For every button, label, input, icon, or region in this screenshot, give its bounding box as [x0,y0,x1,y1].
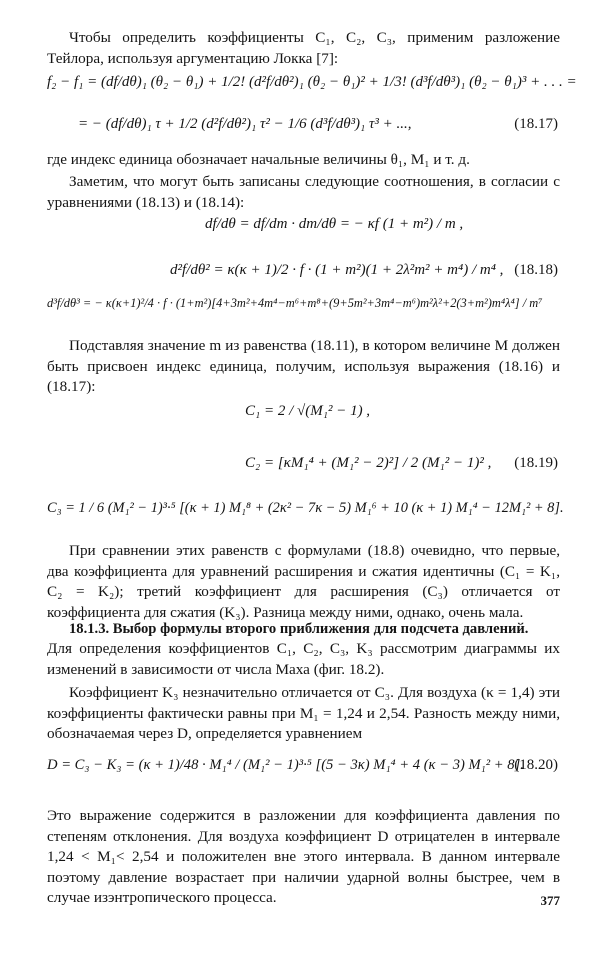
equation-18-19-b: C₂ = [κM₁⁴ + (M₁² − 2)²] / 2 (M₁² − 1)² , [245,455,492,471]
paragraph-relations: Заметим, что могут быть записаны следующие соотношения, в согласии с уравнениями (18.13) и (18.14): [47,173,560,211]
paragraph-conclusion: Это выражение содержится в разложении для коэффициента давления по степеням отклонения. Для воздуха коэффициент D отрицателен в интервале 1,24 < M₁< 2,54 и положителен вне этого интервала. В данном интервале поэтому давление возрастает при наличии ударной волны быстрее, чем в случае изэнтропического процесса. [47,807,560,907]
equation-number-18-18: (18.18) [514,262,558,278]
page-number: 377 [540,893,560,908]
equation-18-18-c: d³f/dθ³ = − κ(κ+1)²/4 · f · (1+m²)[4+3m²+4m⁴−m⁶+m⁸+(9+5m²+3m⁴−m⁶)m²λ²+2(3+m²)m⁴λ⁴] / m⁷ [47,296,543,310]
paragraph-difference: Коэффициент K₃ незначительно отличается от C₃. Для воздуха (κ = 1,4) эти коэффициенты фактически равны при M₁ = 1,24 и 2,54. Разность между ними, обозначаемая через D, определяется уравнением [47,684,560,743]
equation-18-17-line1: f₂ − f₁ = (df/dθ)₁ (θ₂ − θ₁) + 1/2! (d²f/dθ²)₁ (θ₂ − θ₁)² + 1/3! (d³f/dθ³)₁ (θ₂ − θ₁)³ + . . . = [47,74,577,90]
equation-18-19-c: C₃ = 1 / 6 (M₁² − 1)³·⁵ [(κ + 1) M₁⁸ + (2κ² − 7κ − 5) M₁⁶ + 10 (κ + 1) M₁⁴ − 12M₁² + 8]. [47,500,564,516]
equation-number-18-20: (18.20) [514,757,558,773]
paragraph-substitution: Подставляя значение m из равенства (18.11), в котором величине M должен быть присвоен индекс единица, получим, используя выражения (18.16) и (18.17): [47,337,560,396]
paragraph-comparison: При сравнении этих равенств с формулами (18.8) очевидно, что первые, два коэффициента для уравнений расширения и сжатия идентичны (C₁ = K₁, C₂ = K₂); третий коэффициент для расширения (C₃) отличается от коэффициента для сжатия (K₃). Разница между ними, однако, очень мала. [47,542,560,621]
equation-number-18-19: (18.19) [514,455,558,471]
equation-18-18-a: df/dθ = df/dm · dm/dθ = − κf (1 + m²) / m , [205,216,464,232]
equation-18-17-line2: = − (df/dθ)₁ τ + 1/2 (d²f/dθ²)₁ τ² − 1/6 (d³f/dθ³)₁ τ³ + ..., [78,116,412,132]
paragraph-intro: Чтобы определить коэффициенты C₁, C₂, C₃, применим разложение Тейлора, используя аргументацию Локка [7]: [47,29,560,67]
section-heading: 18.1.3. Выбор формулы второго приближения для подсчета давлений. [69,621,529,637]
equation-18-19-a: C₁ = 2 / √(M₁² − 1) , [245,403,371,419]
equation-number-18-17: (18.17) [514,116,558,132]
paragraph-coefficients: Для определения коэффициентов C₁, C₂, C₃, K₃ рассмотрим диаграммы их изменений в зависимости от числа Маха (фиг. 18.2). [47,640,560,678]
equation-18-20: D = C₃ − K₃ = (κ + 1)/48 · M₁⁴ / (M₁² − 1)³·⁵ [(5 − 3κ) M₁⁴ + 4 (κ − 3) M₁² + 8]. [47,757,524,773]
equation-18-18-b: d²f/dθ² = κ(κ + 1)/2 · f · (1 + m²)(1 + 2λ²m² + m⁴) / m⁴ , [170,262,504,278]
paragraph-index-note: где индекс единица обозначает начальные величины θ₁, M₁ и т. д. [47,151,470,168]
